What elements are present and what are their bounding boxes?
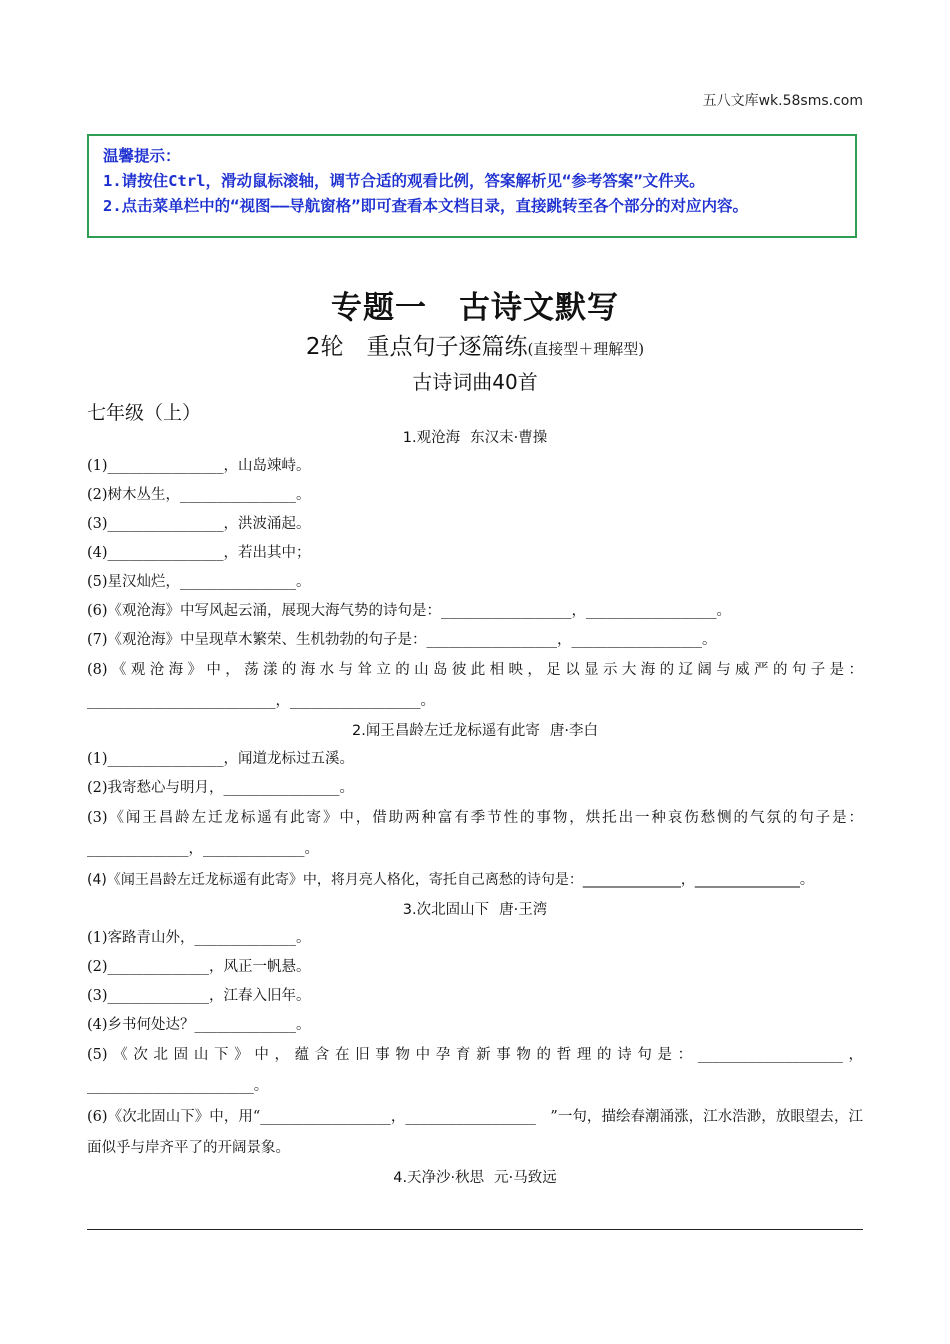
question-line: (1)________________，山岛竦峙。: [87, 458, 311, 474]
poem-title: [87, 717, 863, 745]
tip-heading: 温馨提示：: [103, 147, 181, 165]
poem-author: 唐·王湾: [499, 902, 548, 918]
question-line: (5)《次北固山下》中，蕴含在旧事物中孕育新事物的哲理的诗句是：____________________，_______________________。: [87, 1047, 863, 1094]
subtitle-poem-count: 古诗词曲40首: [412, 370, 538, 394]
poem-title-text: 1.观沧海: [402, 430, 461, 446]
poem-title: [87, 1164, 863, 1192]
page-title: 专题一 古诗文默写: [331, 290, 619, 326]
footer-divider: [87, 1229, 863, 1230]
question-line: (3)________________，洪波涌起。: [87, 516, 311, 532]
poem-author: 东汉末·曹操: [470, 430, 548, 446]
tip-line-1: 1.请按住Ctrl，滑动鼠标滚轴，调节合适的观看比例，答案解析见“参考答案”文件夹。: [103, 172, 705, 190]
poem-title: [87, 896, 863, 924]
subtitle-note: (直接型＋理解型): [527, 340, 645, 358]
question-line: (6)《观沧海》中写风起云涌，展现大海气势的诗句是：__________________，__________________。: [87, 603, 732, 619]
question-line: (4)《闻王昌龄左迁龙标遥有此寄》中，将月亮人格化，寄托自己离愁的诗句是：______________，_______________。: [87, 872, 814, 888]
question-line: (1)客路青山外，______________。: [87, 930, 311, 946]
question-line: (4)乡书何处达？______________。: [87, 1017, 311, 1033]
question-line: (8)《观沧海》中，荡漾的海水与耸立的山岛彼此相映，足以显示大海的辽阔与威严的句子是：__________________________，__________________。: [87, 662, 863, 709]
question-line: (7)《观沧海》中呈现草木繁荣、生机勃勃的句子是：__________________，__________________。: [87, 632, 717, 648]
poem-title-text: 3.次北固山下: [402, 902, 490, 918]
poem-author: 唐·李白: [549, 723, 598, 739]
grade-heading: 七年级（上）: [87, 402, 202, 424]
question-line: (5)星汉灿烂，________________。: [87, 574, 311, 590]
poem-title-text: 2.闻王昌龄左迁龙标遥有此寄: [352, 723, 540, 739]
tip-box: [87, 134, 857, 238]
poem-title-text: 4.天净沙·秋思: [393, 1170, 485, 1186]
question-line: (3)《闻王昌龄左迁龙标遥有此寄》中，借助两种富有季节性的事物，烘托出一种哀伤愁恻的气氛的句子是：______________，______________。: [87, 810, 863, 857]
watermark: 五八文库wk.58sms.com: [702, 93, 863, 109]
subtitle: [0, 328, 950, 361]
poem-list: [87, 424, 863, 1192]
question-line: (2)______________，风正一帆悬。: [87, 959, 311, 975]
question-line: (3)______________，江春入旧年。: [87, 988, 311, 1004]
poem-title: [87, 424, 863, 452]
question-line: (1)________________，闻道龙标过五溪。: [87, 751, 355, 767]
question-line: (2)树木丛生，________________。: [87, 487, 311, 503]
question-line: (6)《次北固山下》中，用“__________________，__________________ ”一句，描绘春潮涌涨，江水浩渺，放眼望去，江面似乎与岸齐平了的开阔景象。: [87, 1109, 863, 1156]
question-line: (2)我寄愁心与明月，________________。: [87, 780, 355, 796]
subtitle-main: 2轮 重点句子逐篇练: [305, 334, 528, 360]
question-line: (4)________________，若出其中；: [87, 545, 311, 561]
tip-line-2: 2.点击菜单栏中的“视图——导航窗格”即可查看本文档目录，直接跳转至各个部分的对应内容。: [103, 197, 748, 215]
poem-author: 元·马致远: [494, 1170, 557, 1186]
